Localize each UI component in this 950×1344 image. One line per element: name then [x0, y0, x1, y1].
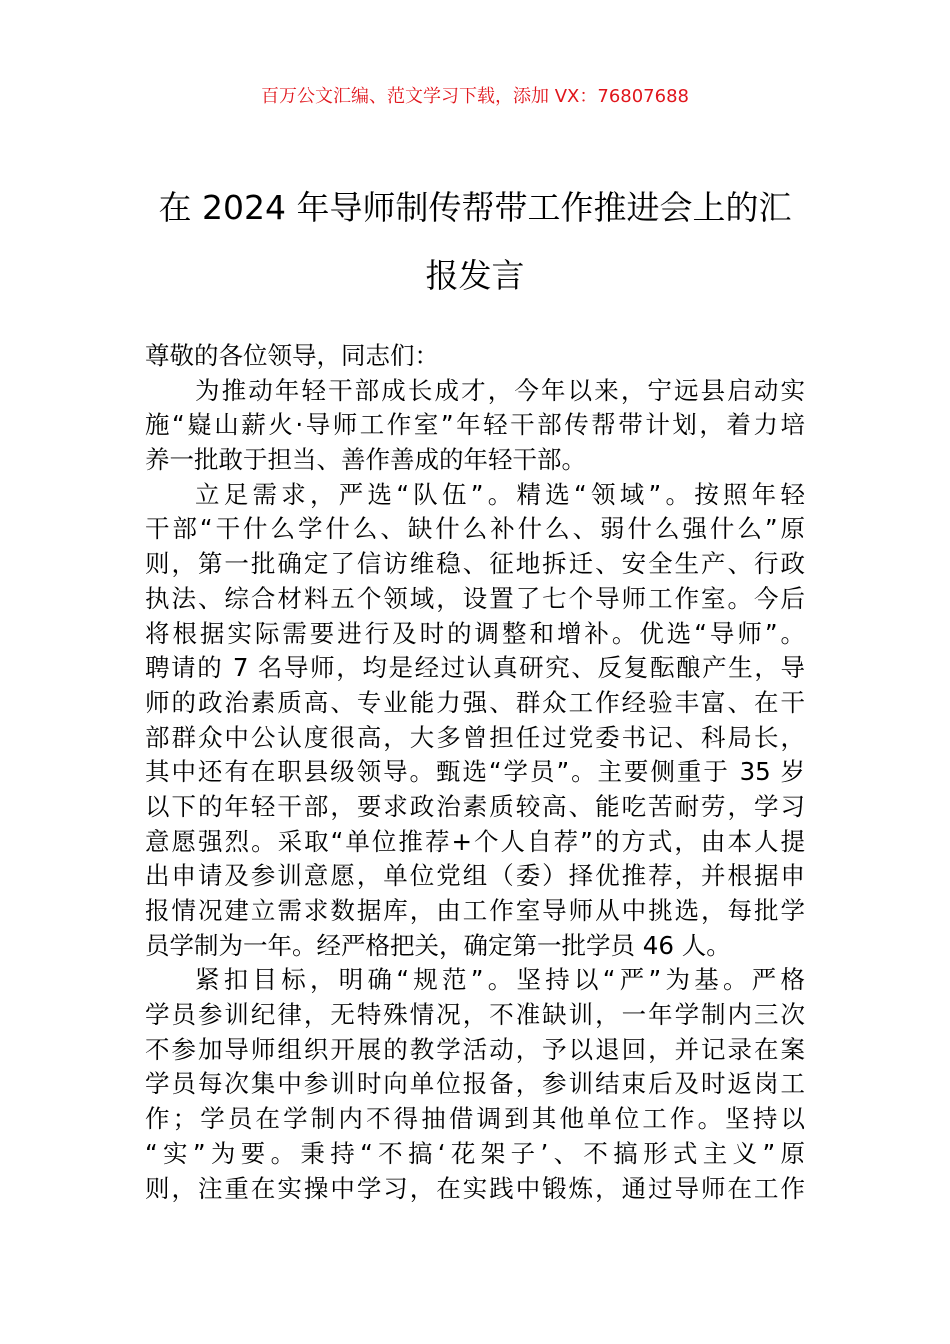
text-line: 为推动年轻干部成长成才，今年以来，宁远县启动实	[195, 375, 805, 405]
text-line: 将根据实际需要进行及时的调整和增补。优选“导师”。	[145, 618, 805, 648]
text-line: 出申请及参训意愿，单位党组（委）择优推荐，并根据申	[145, 861, 805, 891]
text-line: 学员参训纪律，无特殊情况，不准缺训，一年学制内三次	[145, 1000, 805, 1030]
watermark-banner: 百万公文汇编、范文学习下载，添加 VX：76807688	[261, 86, 689, 107]
text-line: 则，注重在实操中学习，在实践中锻炼，通过导师在工作	[145, 1173, 805, 1203]
text-line: 立足需求，严选“队伍”。精选“领域”。按照年轻	[195, 479, 805, 509]
text-line: 学员每次集中参训时向单位报备，参训结束后及时返岗工	[145, 1069, 805, 1099]
text-line: 干部“干什么学什么、缺什么补什么、弱什么强什么”原	[145, 514, 805, 544]
text-line: 尊敬的各位领导，同志们：	[145, 341, 439, 370]
text-line: 不参加导师组织开展的教学活动，予以退回，并记录在案	[145, 1034, 805, 1064]
paragraph	[145, 963, 805, 1206]
document-body	[145, 339, 805, 1206]
text-line: 其中还有在职县级领导。甄选“学员”。主要侧重于 35 岁	[145, 757, 805, 787]
paragraph	[145, 339, 805, 374]
text-line: 施“嶷山薪火·导师工作室”年轻干部传帮带计划，着力培	[145, 410, 805, 440]
text-line: 聘请的 7 名导师，均是经过认真研究、反复酝酿产生，导	[145, 653, 805, 683]
text-line: 执法、综合材料五个领域，设置了七个导师工作室。今后	[145, 583, 805, 613]
title-line: 报发言	[425, 256, 525, 295]
paragraph	[145, 478, 805, 964]
text-line: 员学制为一年。经严格把关，确定第一批学员 46 人。	[145, 930, 731, 960]
text-line: 养一批敢于担当、善作善成的年轻干部。	[145, 445, 586, 475]
paragraph	[145, 374, 805, 478]
text-line: 意愿强烈。采取“单位推荐+个人自荐”的方式，由本人提	[145, 826, 805, 856]
text-line: 部群众中公认度很高，大多曾担任过党委书记、科局长，	[145, 722, 805, 752]
document-title	[145, 174, 805, 310]
text-line: 紧扣目标，明确“规范”。坚持以“严”为基。严格	[195, 965, 805, 995]
title-line: 在 2024 年导师制传帮带工作推进会上的汇	[158, 188, 792, 227]
text-line: 以下的年轻干部，要求政治素质较高、能吃苦耐劳，学习	[145, 791, 805, 821]
text-line: 师的政治素质高、专业能力强、群众工作经验丰富、在干	[145, 687, 805, 717]
text-line: 报情况建立需求数据库，由工作室导师从中挑选，每批学	[145, 896, 805, 925]
text-line: 则，第一批确定了信访维稳、征地拆迁、安全生产、行政	[145, 549, 805, 579]
text-line: 作；学员在学制内不得抽借调到其他单位工作。坚持以	[145, 1104, 805, 1134]
text-line: “实”为要。秉持“不搞‘花架子’、不搞形式主义”原	[145, 1138, 805, 1168]
